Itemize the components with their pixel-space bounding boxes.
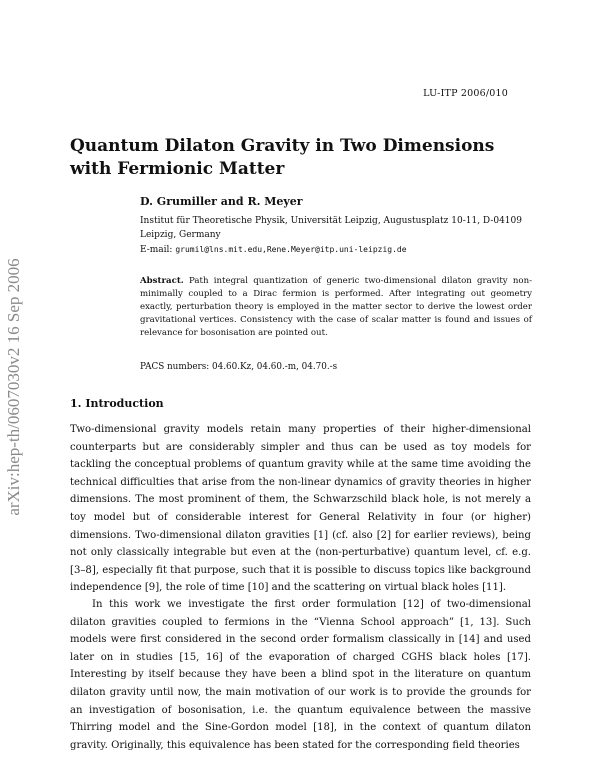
section-heading-introduction: 1. Introduction [70,397,164,410]
author-affiliation: Institut für Theoretische Physik, Universität Leipzig, Augustusplatz 10-11, D-04109 Leipzig, Germany [140,216,522,240]
abstract-text: Path integral quantization of generic two-dimensional dilaton gravity non-minimally coupled to a Dirac fermion is performed. After integrating out geometry exactly, perturbation theory is employed in the matter sector to derive the lowest order gravitational vertices. Consistency with the case of scalar matter is found and issues of relevance for bosonisation are pointed out. [140,276,533,338]
pacs-numbers: PACS numbers: 04.60.Kz, 04.60.-m, 04.70.-s [140,362,338,372]
body-paragraph: Two-dimensional gravity models retain many properties of their higher-dimensional counterparts but are considerably simpler and thus can be used as toy models for tackling the conceptual problems of quantum gravity while at the same time avoiding the technical difficulties that arise from the non-linear dynamics of gravity theories in higher dimensions. The most prominent of them, the Schwarzschild black hole, is not merely a toy model but of considerable interest for General Relativity in four (or higher) dimensions. Two-dimensional dilaton gravities [1] (cf. also [2] for earlier reviews), being not only classically integrable but even at the (non-perturbative) quantum level, cf. e.g. [3–8], especially fit that purpose, such that it is possible to discuss topics like background independence [9], the role of time [10] and the scattering on virtual black holes [11]. [70,424,531,594]
email-label: E-mail: [140,245,173,255]
abstract [140,275,532,340]
paper-title: Quantum Dilaton Gravity in Two Dimensions with Fermionic Matter [70,136,495,179]
report-number: LU-ITP 2006/010 [423,88,508,99]
body-paragraph: In this work we investigate the first order formulation [12] of two-dimensional dilaton gravities coupled to fermions in the “Vienna School approach” [1, 13]. Such models were first considered in the second order formalism classically in [14] and used later on in studies [15, 16] of the evaporation of charged CGHS black holes [17]. Interesting by itself because they have been a blind spot in the literature on quantum dilaton gravity until now, the main motivation of our work is to provide the grounds for an investigation of bosonisation, i.e. the quantum equivalence between the massive Thirring model and the Sine-Gordon model [18], in the context of quantum dilaton gravity. Originally, this equivalence has been stated for the corresponding field theories [70,599,531,751]
email-addresses: grumil@lns.mit.edu,Rene.Meyer@itp.uni-leipzig.de [175,245,407,254]
abstract-label: Abstract. [140,276,184,286]
paper-authors: D. Grumiller and R. Meyer [140,195,303,208]
author-email [140,243,540,257]
arxiv-identifier-stamp: arXiv:hep-th/0607030v2 16 Sep 2006 [4,258,23,516]
